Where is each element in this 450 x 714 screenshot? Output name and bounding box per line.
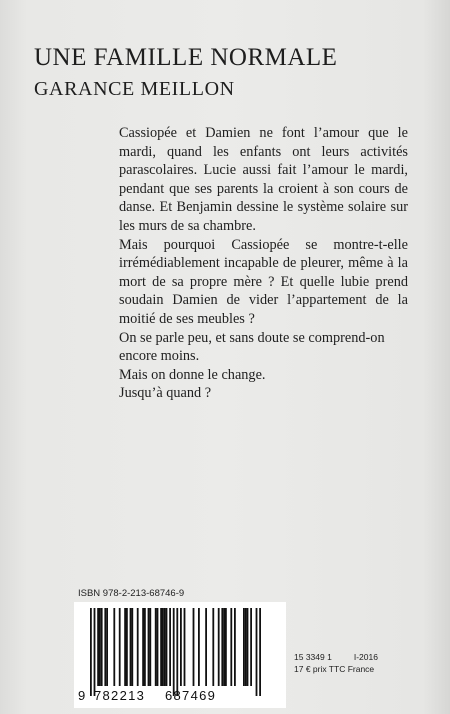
barcode-bar: [176, 608, 178, 696]
barcode-bar: [225, 608, 227, 686]
barcode-bar: [259, 608, 261, 696]
barcode-bar: [104, 608, 106, 686]
barcode-bar: [212, 608, 214, 686]
barcode-bar: [162, 608, 164, 686]
barcode-bar: [173, 608, 175, 696]
blurb-paragraph: Jusqu’à quand ?: [119, 385, 212, 402]
edition-date: I-2016: [353, 652, 378, 662]
barcode-bar: [126, 608, 128, 686]
internal-code: 15 3349 1: [294, 652, 332, 662]
barcode-bar: [166, 608, 168, 686]
barcode-bar: [256, 608, 258, 696]
barcode-bar: [157, 608, 159, 686]
blurb-paragraph: Mais pourquoi Cassiopée se montre-t-elle irrémédiablement incapable de pleurer, même à la mort de sa propre mère ? Et quelle lubie prend soudain Damien de vider l’appartement de la moitié de ses meubles ?: [119, 236, 408, 327]
barcode-bar: [144, 608, 146, 686]
barcode-bar: [149, 608, 151, 686]
barcode-bar: [230, 608, 232, 686]
book-author: GARANCE MEILLON: [34, 78, 235, 100]
barcode-bar: [94, 608, 96, 696]
blurb-paragraph: On se parle peu, et sans doute se comprend-on encore moins.: [119, 329, 385, 365]
barcode-bar: [90, 608, 92, 696]
barcode: [74, 602, 286, 708]
book-title: UNE FAMILLE NORMALE: [34, 44, 338, 71]
barcode-bar: [184, 608, 186, 686]
barcode-bar: [155, 608, 157, 686]
barcode-bar: [148, 608, 150, 686]
isbn-label: ISBN 978-2-213-68746-9: [78, 588, 185, 599]
barcode-bar: [223, 608, 225, 686]
barcode-bar: [106, 608, 108, 686]
barcode-bar: [131, 608, 133, 686]
blurb: [119, 124, 408, 403]
barcode-bar: [113, 608, 115, 686]
barcode-bar: [198, 608, 200, 686]
barcode-bar: [101, 608, 103, 686]
barcode-bar: [247, 608, 249, 686]
barcode-left-digits: 782213: [94, 688, 146, 703]
barcode-right-digits: 687469: [165, 688, 217, 703]
barcode-bar: [245, 608, 247, 686]
barcode-bar: [99, 608, 101, 686]
barcode-bar: [250, 608, 252, 686]
barcode-bar: [142, 608, 144, 686]
printer-code: [294, 652, 378, 662]
barcode-first-digit: 9: [78, 688, 86, 703]
blurb-paragraph: Cassiopée et Damien ne font l’amour que le mardi, quand les enfants ont leurs activités parascolaires. Lucie aussi fait l’amour le mardi, pendant que ses parents la croient à son cours de danse. Et Benjamin dessine le système solaire sur les murs de sa chambre.: [119, 125, 408, 234]
barcode-bar: [205, 608, 207, 686]
barcode-bar: [137, 608, 139, 686]
price-label: 17 € prix TTC France: [294, 664, 375, 674]
barcode-bar: [234, 608, 236, 686]
barcode-bar: [119, 608, 121, 686]
barcode-bar: [160, 608, 162, 686]
barcode-bar: [169, 608, 171, 686]
barcode-bar: [193, 608, 195, 686]
blurb-paragraph: Mais on donne le change.: [119, 366, 266, 383]
barcode-bar: [164, 608, 166, 686]
barcode-bar: [221, 608, 223, 686]
barcode-bar: [180, 608, 182, 686]
barcode-bar: [97, 608, 99, 686]
barcode-bar: [130, 608, 132, 686]
barcode-bar: [243, 608, 245, 686]
barcode-bar: [218, 608, 220, 686]
barcode-bar: [124, 608, 126, 686]
